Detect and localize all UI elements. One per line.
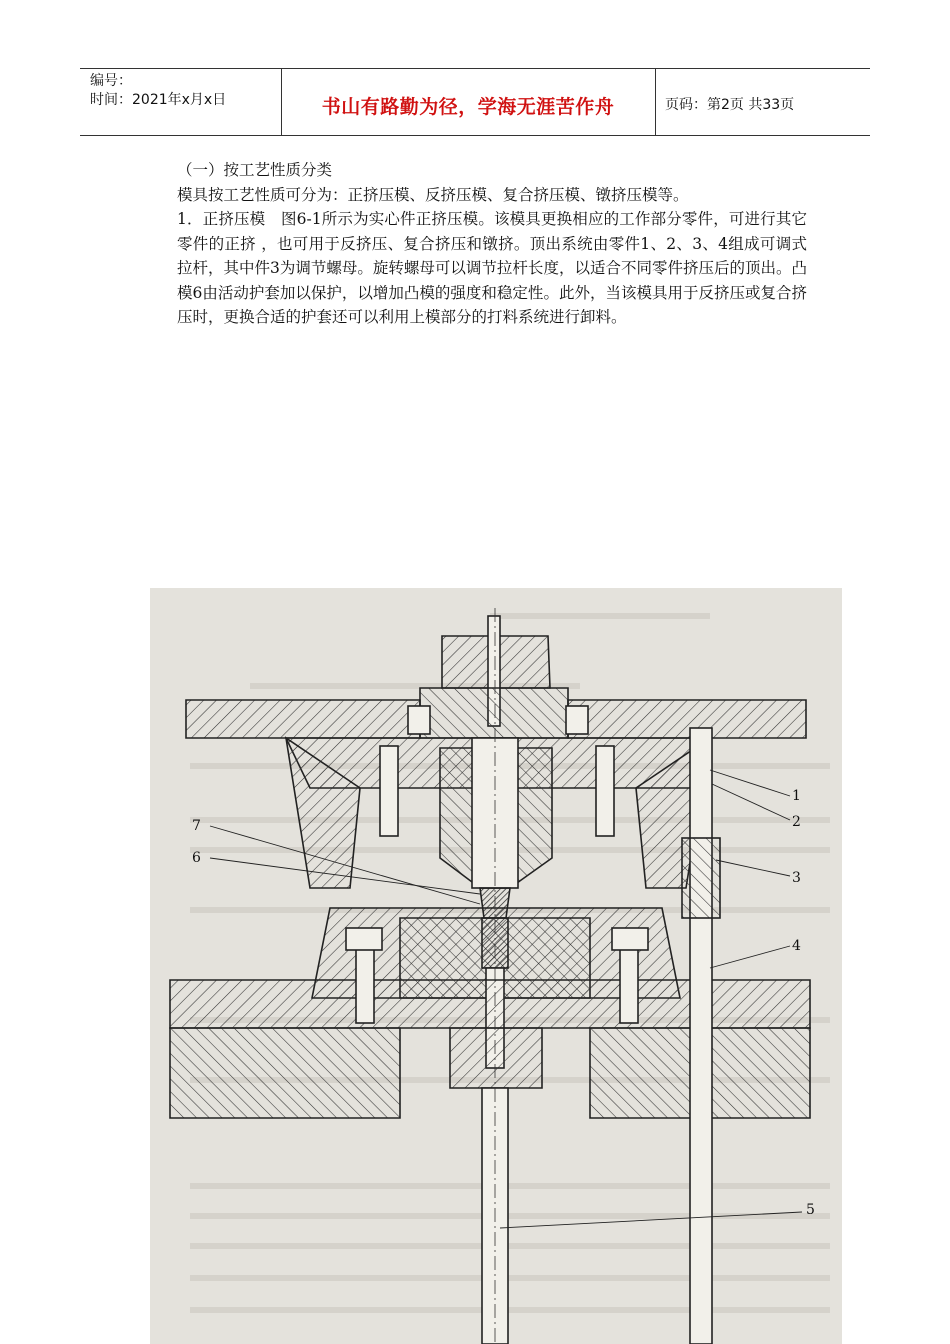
callout-2: 2 [792,814,801,830]
section-heading: （一）按工艺性质分类 [177,161,333,179]
adjustable-rod [690,728,712,1344]
header-meta [90,72,226,110]
die-assembly-figure [150,588,842,1344]
lower-die-plate [170,980,810,1028]
document-body [145,158,807,330]
upper-die-plate [186,700,420,738]
header-divider-right [655,68,656,136]
lower-bolt-left-head [346,928,382,950]
time-label: 时间：2021年x月x日 [90,92,227,108]
guide-bolt-right [596,746,614,836]
upper-die-plate-right [568,700,806,738]
page-indicator: 页码：第2页 共33页 [665,97,795,113]
callout-1: 1 [792,788,801,804]
paragraph-forward-extrusion: 1．正挤压模 图6-1所示为实心件正挤压模。该模具更换相应的工作部分零件，可进行其它零件的正挤 ，也可用于反挤压、复合挤压和镦挤。顶出系统由零件1、2、3、4组成可调式拉杆，其中件3为调节螺母。旋转螺母可以调节拉杆长度，以适合不同零件挤压后的顶出。凸模6由活动护套加以保护，以增加凸模的强度和稳定性。此外，当该模具用于反挤压或复合挤压时，更换合适的护套还可以利用上模部分的打料系统进行卸料。 [177,210,807,326]
lower-center-block [450,1028,542,1088]
callout-3: 3 [792,870,801,886]
number-label: 编号： [90,73,132,89]
paragraph-classification: 模具按工艺性质可分为：正挤压模、反挤压模、复合挤压模、镦挤压模等。 [177,185,689,204]
upper-bolt-left [408,706,430,734]
guide-bolt-left [380,746,398,836]
header-motto: 书山有路勤为径，学海无涯苦作舟 [321,96,615,118]
lower-bolt-right-head [612,928,648,950]
callout-6: 6 [192,850,201,866]
upper-die-center [420,688,568,738]
callout-4: 4 [792,938,801,954]
callout-7: 7 [192,818,201,834]
header-top-rule [80,68,870,69]
die-drawing [150,588,842,1344]
adjusting-nut [682,838,720,918]
drawing-linework [170,608,810,1344]
header-bottom-rule [80,135,870,136]
upper-bolt-right [566,706,588,734]
callout-5: 5 [806,1202,815,1218]
lower-base [170,1028,400,1118]
